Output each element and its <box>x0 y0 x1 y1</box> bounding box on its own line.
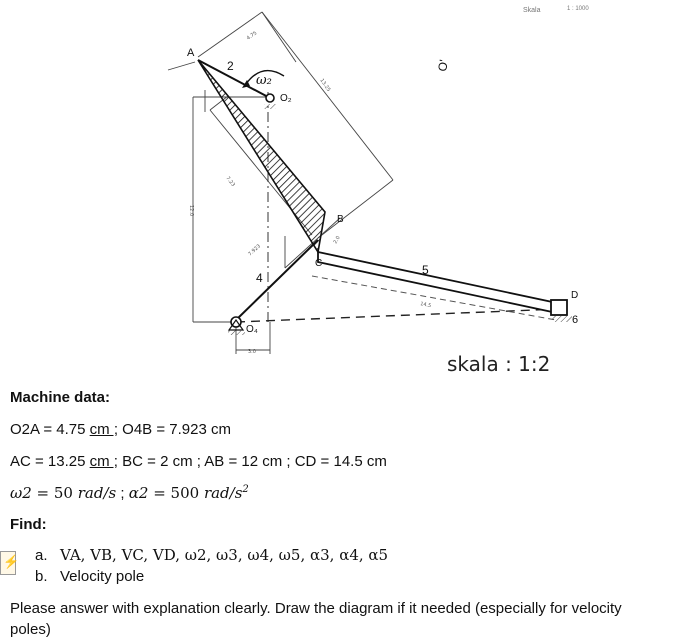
instruction-note-line-1: Please answer with explanation clearly. Draw the diagram if it needed (especially for velocity <box>10 600 622 617</box>
alpha2-unit: rad/s <box>203 484 243 502</box>
svg-text:3.0: 3.0 <box>248 349 256 355</box>
side-icon[interactable] <box>0 551 20 575</box>
alpha2-value: = 500 <box>148 484 204 502</box>
find-item-text: VA, VB, VC, VD, ω2, ω3, ω4, ω5, α3, α4, α5 <box>60 546 389 564</box>
svg-text:7.23: 7.23 <box>224 175 237 189</box>
label-link-6: 6 <box>572 314 579 326</box>
svg-text:13.25: 13.25 <box>318 77 332 93</box>
label-link-2: 2 <box>227 59 234 73</box>
machine-data-line-3 <box>10 484 249 502</box>
svg-text:7.923: 7.923 <box>247 243 262 258</box>
ac-text: AC = 13.25 <box>10 453 90 470</box>
bc-ab-cd-text: BC = 2 cm ; AB = 12 cm ; CD = 14.5 cm <box>117 453 387 470</box>
find-item-marker: b. <box>35 568 48 585</box>
link-cd <box>318 252 557 313</box>
alpha2-exponent: 2 <box>242 484 249 495</box>
svg-text:4.75: 4.75 <box>245 30 259 42</box>
alpha2-label: α2 <box>128 484 149 502</box>
scale-label: skala : 1:2 <box>447 352 551 376</box>
label-link-5: 5 <box>422 263 429 277</box>
label-o2: O₂ <box>280 93 292 104</box>
o2a-unit: cm ; <box>89 421 118 438</box>
o4-d-dashed-line <box>236 309 560 322</box>
label-omega: ω₂ <box>256 73 272 88</box>
o4b-text: O4B = 7.923 cm <box>118 421 231 438</box>
label-skala-top-value: 1 : 1000 <box>567 6 589 12</box>
separator: ; <box>116 485 129 502</box>
pivot-o2 <box>264 94 276 109</box>
label-d: D <box>571 290 579 301</box>
find-heading: Find: <box>10 516 47 533</box>
slider-d <box>551 300 567 315</box>
instruction-note-line-2: poles) <box>10 621 51 638</box>
svg-text:2.0: 2.0 <box>332 235 342 245</box>
omega2-value: = 50 <box>31 484 78 502</box>
label-b: B <box>337 214 344 225</box>
find-item <box>35 566 388 587</box>
pivot-o4 <box>228 317 245 335</box>
omega2-unit: rad/s <box>77 484 117 502</box>
label-skala-top: Skala <box>523 7 541 14</box>
find-list <box>35 545 388 587</box>
svg-text:14.5: 14.5 <box>419 301 432 310</box>
slider-ground <box>552 316 572 322</box>
label-o-dash: O' <box>435 58 451 73</box>
label-link-4: 4 <box>256 271 263 285</box>
ac-unit: cm ; <box>89 453 118 470</box>
machine-data-line-1 <box>10 421 231 438</box>
lightning-icon: ⚡ <box>3 554 20 569</box>
svg-text:12.0: 12.0 <box>188 205 194 217</box>
link-abc-triangle <box>198 60 325 252</box>
o2a-text: O2A = 4.75 <box>10 421 90 438</box>
label-c: C <box>315 258 323 269</box>
find-item-text: Velocity pole <box>60 568 145 585</box>
label-a: A <box>187 47 195 59</box>
machine-data-heading: Machine data: <box>10 389 111 406</box>
label-o4: O₄ <box>246 324 258 335</box>
find-item-marker: a. <box>35 547 48 564</box>
omega2-label: ω2 <box>10 484 32 502</box>
machine-data-line-2 <box>10 453 387 470</box>
find-item <box>35 545 388 566</box>
